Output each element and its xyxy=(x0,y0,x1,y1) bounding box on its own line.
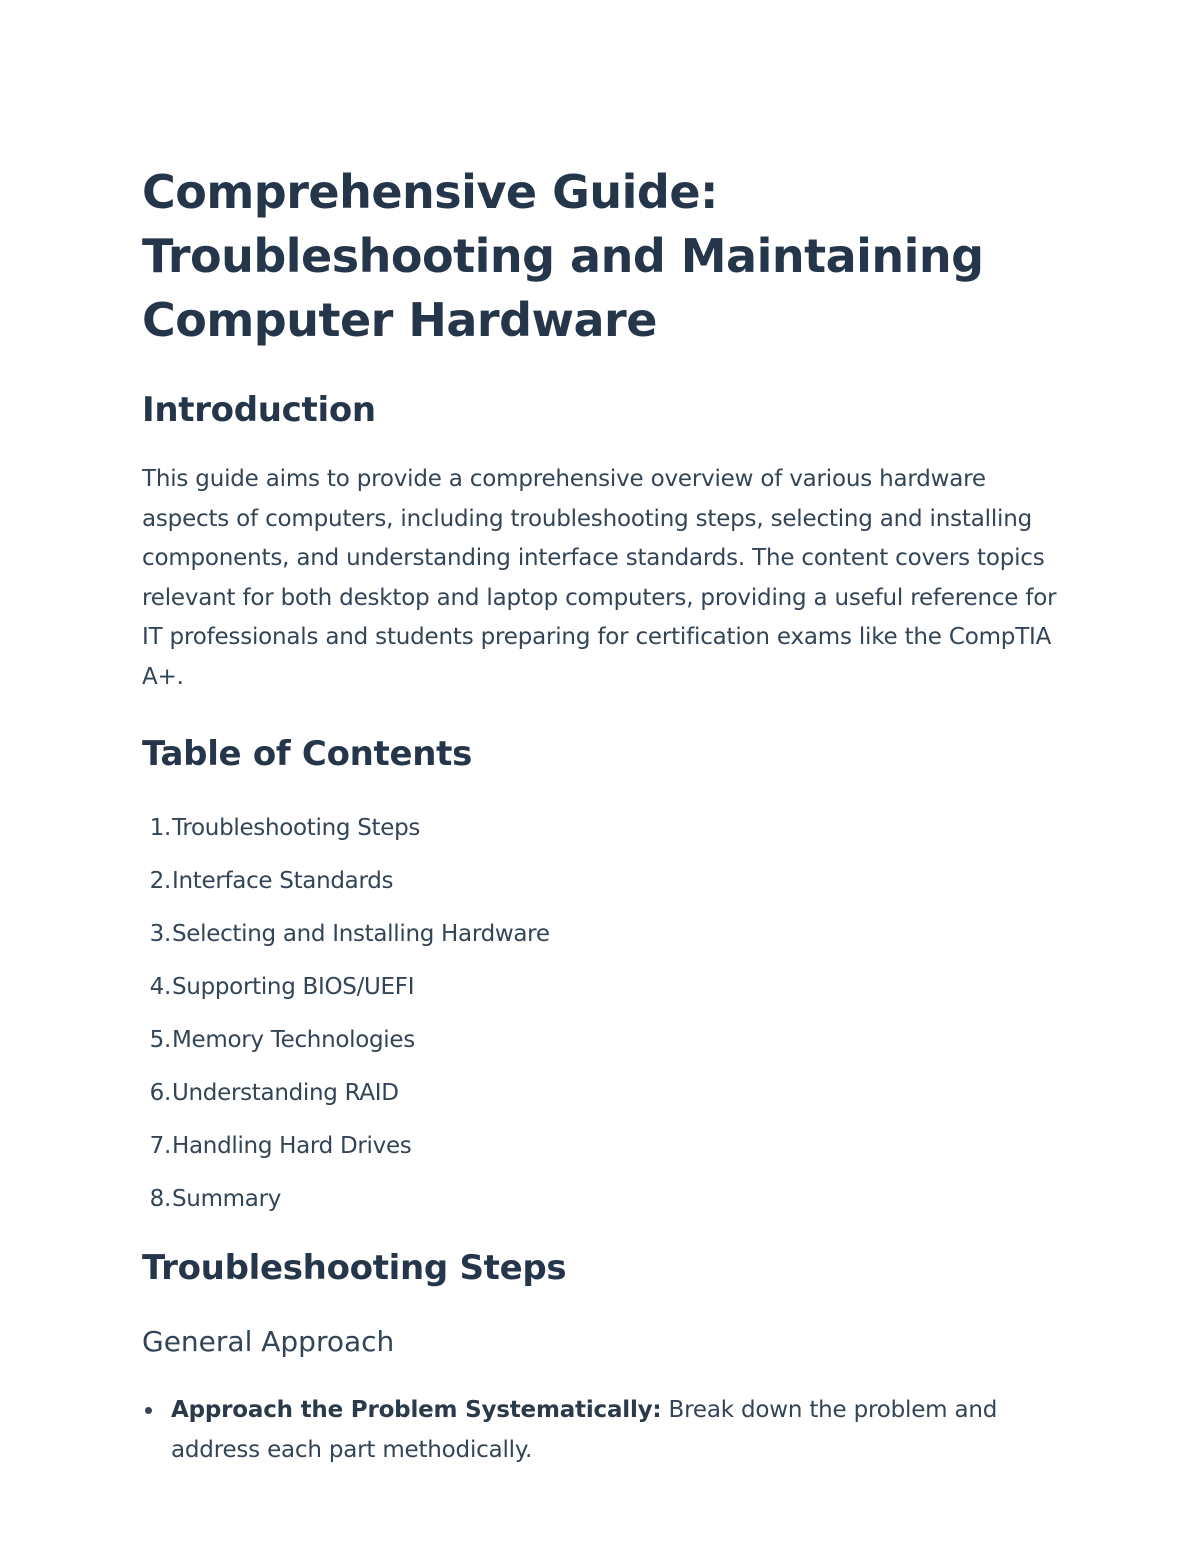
toc-item-number: 7. xyxy=(149,1132,171,1159)
toc-item[interactable] xyxy=(142,855,1072,908)
toc-item[interactable] xyxy=(142,802,1072,855)
document-page xyxy=(142,160,1072,1470)
toc-item[interactable] xyxy=(142,1067,1072,1120)
toc-item-label: Supporting BIOS/UEFI xyxy=(172,973,415,1000)
general-approach-heading: General Approach xyxy=(142,1324,395,1358)
toc-item-label: Selecting and Installing Hardware xyxy=(172,920,550,947)
toc-item-number: 3. xyxy=(149,920,171,947)
introduction-heading: Introduction xyxy=(142,390,376,430)
list-item-term: Approach the Problem Systematically: xyxy=(171,1396,662,1423)
toc-item-label: Handling Hard Drives xyxy=(172,1132,412,1159)
toc-item-label: Understanding RAID xyxy=(172,1079,399,1106)
introduction-paragraph: This guide aims to provide a comprehensive overview of various hardware aspects of computers, including troubleshooting steps, selecting and installing components, and understanding interface standards. The content covers topics relevant for both desktop and laptop computers, providing a useful reference for IT professionals and students preparing for certification exams like the CompTIA A+. xyxy=(142,466,1057,690)
toc-item-number: 8. xyxy=(149,1185,171,1212)
table-of-contents xyxy=(142,802,1072,1226)
toc-item-number: 6. xyxy=(149,1079,171,1106)
toc-item[interactable] xyxy=(142,961,1072,1014)
toc-item[interactable] xyxy=(142,1120,1072,1173)
toc-item-number: 5. xyxy=(149,1026,171,1053)
list-item-text: Break down the problem and address each part methodically. xyxy=(171,1396,998,1463)
toc-item[interactable] xyxy=(142,1014,1072,1067)
toc-item[interactable] xyxy=(142,908,1072,961)
toc-item-number: 1. xyxy=(149,814,171,841)
toc-item-label: Troubleshooting Steps xyxy=(172,814,421,841)
toc-heading: Table of Contents xyxy=(142,733,473,774)
toc-item[interactable] xyxy=(142,1173,1072,1226)
general-approach-list xyxy=(142,1390,1072,1470)
toc-item-number: 2. xyxy=(149,867,171,894)
document-title: Comprehensive Guide: Troubleshooting and Maintaining Computer Hardware xyxy=(142,165,984,347)
toc-item-number: 4. xyxy=(149,973,171,1000)
bullet-icon xyxy=(145,1407,152,1414)
toc-item-label: Memory Technologies xyxy=(172,1026,415,1053)
toc-item-label: Interface Standards xyxy=(172,867,394,894)
list-item xyxy=(142,1390,1072,1470)
toc-item-label: Summary xyxy=(172,1185,282,1212)
troubleshooting-heading: Troubleshooting Steps xyxy=(142,1247,567,1288)
